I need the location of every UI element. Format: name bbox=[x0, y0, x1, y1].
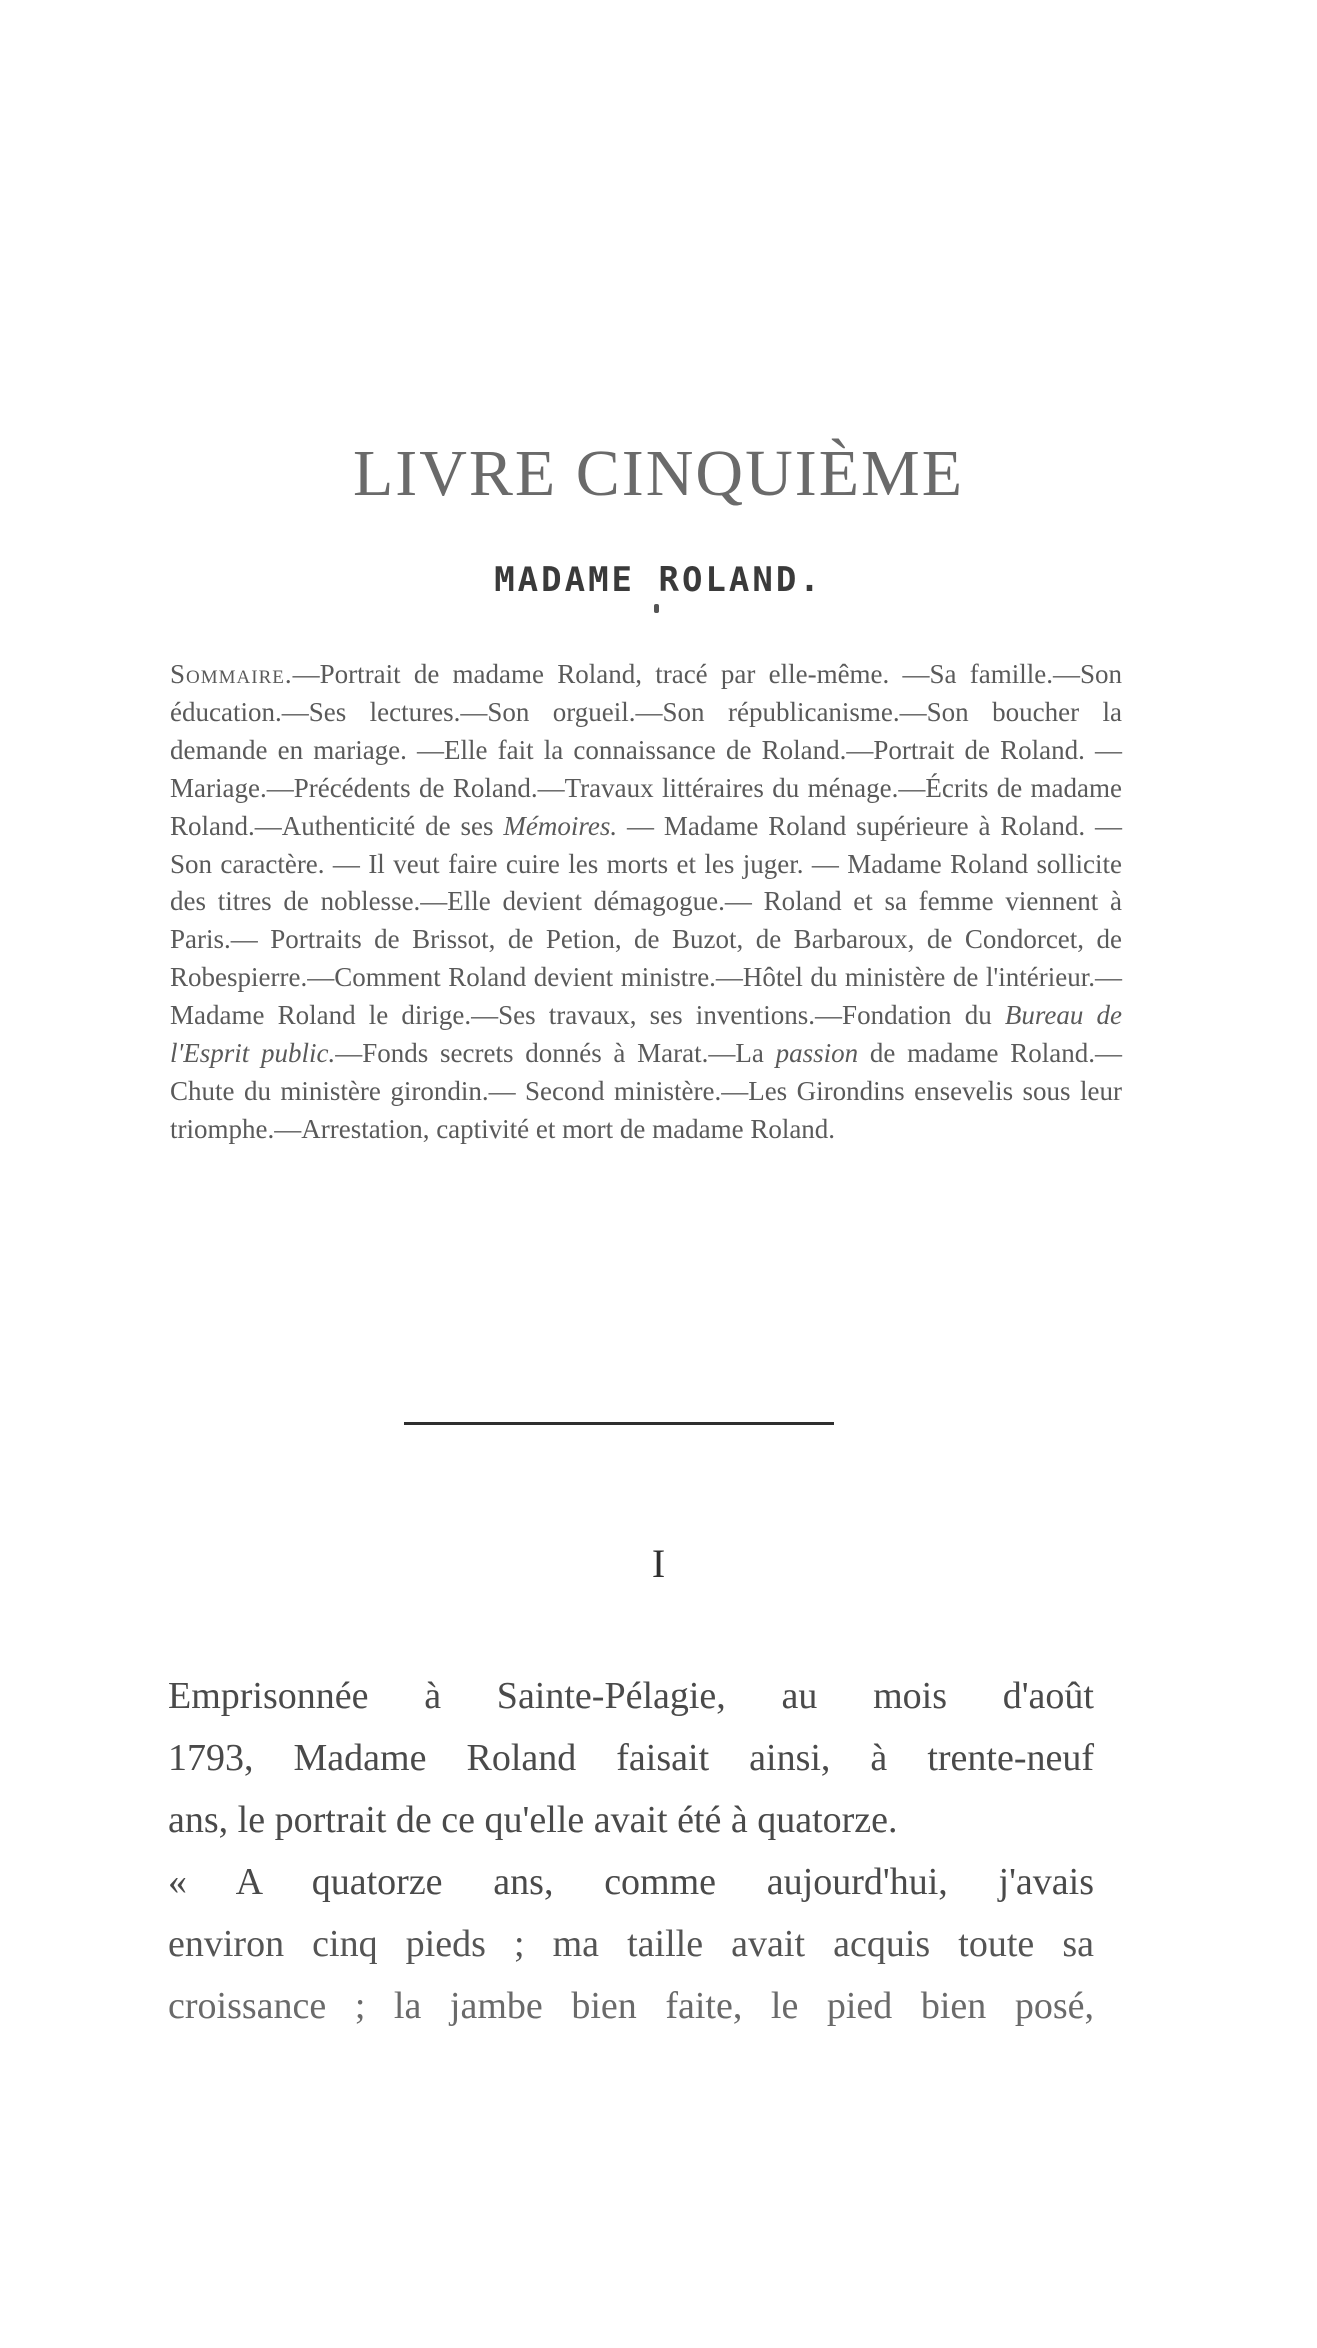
summary-text-1: —Portrait de madame Roland, tracé par elle-même. —Sa famille.—Son éducation.—Ses lectures.—Son orgueil.—Son républicanisme.—Son boucher la demande en mariage. —Elle fait la connaissance de Roland.—Portrait de Roland. —Mariage.—Précédents de Roland.—Travaux littéraires du ménage.—Écrits de madame Roland.—Authenticité de ses bbox=[170, 659, 1122, 841]
body-text bbox=[168, 1665, 1094, 2037]
section-number: I bbox=[651, 1541, 666, 1586]
ornament-dot bbox=[654, 604, 659, 613]
summary-text-4: de madame Roland.—Chute du ministère girondin.— Second ministère.—Les Girondins ensevelis sous leur triomphe.—Arrestation, captivité et mort de madame Roland. bbox=[170, 1038, 1123, 1144]
body-line: ans, le portrait de ce qu'elle avait été à quatorze. bbox=[168, 1799, 898, 1841]
body-line: croissance ; la jambe bien faite, le pied bien posé, bbox=[168, 1985, 1094, 2027]
body-line: environ cinq pieds ; ma taille avait acquis toute sa bbox=[168, 1923, 1094, 1965]
section-divider bbox=[404, 1422, 834, 1425]
chapter-summary bbox=[170, 656, 1122, 1149]
body-line: 1793, Madame Roland faisait ainsi, à trente-neuf bbox=[168, 1737, 1094, 1779]
summary-text-2: — Madame Roland supérieure à Roland. — Son caractère. — Il veut faire cuire les morts et les juger. — Madame Roland sollicite des titres de noblesse.—Elle devient démagogue.— Roland et sa femme viennent à Paris.— Portraits de Brissot, de Petion, de Buzot, de Barbaroux, de Condorcet, de Robespierre.—Comment Roland devient ministre.—Hôtel du ministère de l'intérieur.—Madame Roland le dirige.—Ses travaux, ses inventions.—Fondation du bbox=[170, 810, 1122, 1031]
body-line: « A quatorze ans, comme aujourd'hui, j'avais bbox=[168, 1861, 1094, 1903]
summary-italic-passion: passion bbox=[775, 1038, 859, 1069]
summary-text-3: —Fonds secrets donnés à Marat.—La bbox=[335, 1038, 776, 1069]
book-title: LIVRE CINQUIÈME bbox=[352, 437, 965, 510]
chapter-title: MADAME ROLAND. bbox=[494, 560, 823, 600]
summary-italic-bureau: Bureau de l'Esprit public. bbox=[170, 1000, 1122, 1069]
summary-italic-memoires: Mémoires. bbox=[503, 810, 618, 841]
body-line: Emprisonnée à Sainte-Pélagie, au mois d'août bbox=[168, 1675, 1094, 1717]
summary-lead: Sommaire. bbox=[170, 659, 293, 689]
